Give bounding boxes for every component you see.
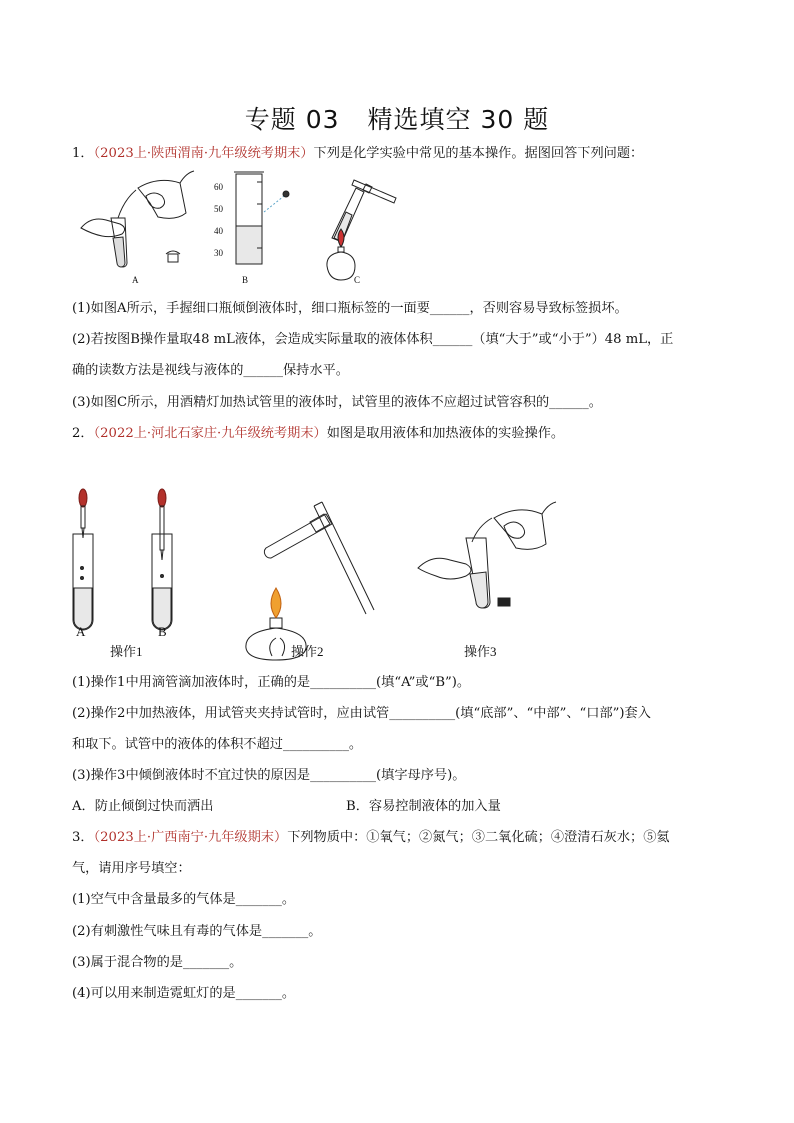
q2-op3-label: 操作3 [464, 644, 497, 659]
q2-label-b: B [158, 624, 167, 639]
q2-op1-label: 操作1 [110, 644, 143, 659]
q1-source: （2023上·陕西渭南·九年级统考期末） [93, 146, 314, 161]
q1-fig-b-illustration [234, 172, 289, 264]
q3-number: 3． [72, 830, 94, 845]
q1-tick-60: 60 [214, 182, 223, 192]
q3-text: 下列物质中：①氧气；②氮气；③二氧化硫；④澄清石灰水；⑤氦 [287, 830, 670, 845]
q3-text-cont: 气，请用序号填空： [72, 861, 191, 876]
q3-item-4: (4)可以用来制造霓虹灯的是_______。 [72, 986, 296, 1001]
q3-source: （2023上·广西南宁·九年级期末） [93, 830, 288, 845]
title-topic: 专题 03 [244, 105, 340, 134]
q2-option-b: B．容易控制液体的加入量 [346, 799, 501, 814]
q2-label-a: A [76, 624, 86, 639]
q3-stem [72, 828, 732, 848]
page-title [0, 100, 794, 136]
q3-item-3: (3)属于混合物的是_______。 [72, 955, 243, 970]
q1-label-a: A [132, 275, 139, 285]
q2-fig-operation2-illustration [246, 502, 374, 660]
q2-source: （2022上·河北石家庄·九年级统考期末） [93, 426, 327, 441]
q2-options [72, 797, 732, 817]
q2-item-3: (3)操作3中倾倒液体时不宜过快的原因是__________(填字母序号)。 [72, 768, 466, 783]
q3-item-1: (1)空气中含量最多的气体是_______。 [72, 892, 296, 907]
q2-number: 2． [72, 426, 94, 441]
q2-op2-label: 操作2 [291, 644, 324, 659]
q2-fig-operation3-illustration [418, 502, 556, 608]
q2-fig-a-illustration [73, 489, 93, 630]
q1-fig-a-illustration [81, 171, 194, 267]
q2-text: 如图是取用液体和加热液体的实验操作。 [326, 426, 565, 441]
q1-text: 下列是化学实验中常见的基本操作。据图回答下列问题： [313, 146, 644, 161]
q2-fig-b-illustration [152, 489, 172, 630]
q1-stem [72, 144, 732, 164]
q3-item-2: (2)有刺激性气味且有毒的气体是_______。 [72, 924, 322, 939]
q1-tick-50: 50 [214, 204, 223, 214]
q1-label-b: B [242, 275, 249, 285]
q1-item-2: (2)若按图B操作量取48 mL液体，会造成实际量取的液体体积______（填“大于”或“小于”）48 mL，正 [72, 332, 674, 347]
q1-item-3: (3)如图C所示，用酒精灯加热试管里的液体时，试管里的液体不应超过试管容积的______。 [72, 395, 602, 410]
q1-label-c: C [354, 275, 361, 285]
q1-item-1: (1)如图A所示，手握细口瓶倾倒液体时，细口瓶标签的一面要______，否则容易导致标签损坏。 [72, 301, 628, 316]
q2-stem [72, 424, 732, 444]
q2-figure-svg [66, 478, 566, 663]
q2-option-a: A．防止倾倒过快而洒出 [72, 799, 214, 814]
q2-item-2: (2)操作2中加热液体，用试管夹夹持试管时，应由试管__________(填“底部”、“中部”、“口部”)套入 [72, 706, 651, 721]
q1-fig-c-illustration [327, 180, 396, 280]
q1-item-2-cont: 确的读数方法是视线与液体的______保持水平。 [72, 363, 349, 378]
q2-figure [66, 478, 566, 663]
q1-figure [76, 168, 396, 286]
title-subtitle: 精选填空 30 题 [367, 105, 550, 134]
q1-figure-svg [76, 168, 396, 286]
q1-tick-40: 40 [214, 226, 223, 236]
q2-item-2-cont: 和取下。试管中的液体的体积不超过__________。 [72, 737, 363, 752]
q1-number: 1． [72, 146, 94, 161]
q1-tick-30: 30 [214, 248, 223, 258]
q2-item-1: (1)操作1中用滴管滴加液体时，正确的是__________(填“A”或“B”)。 [72, 675, 471, 690]
